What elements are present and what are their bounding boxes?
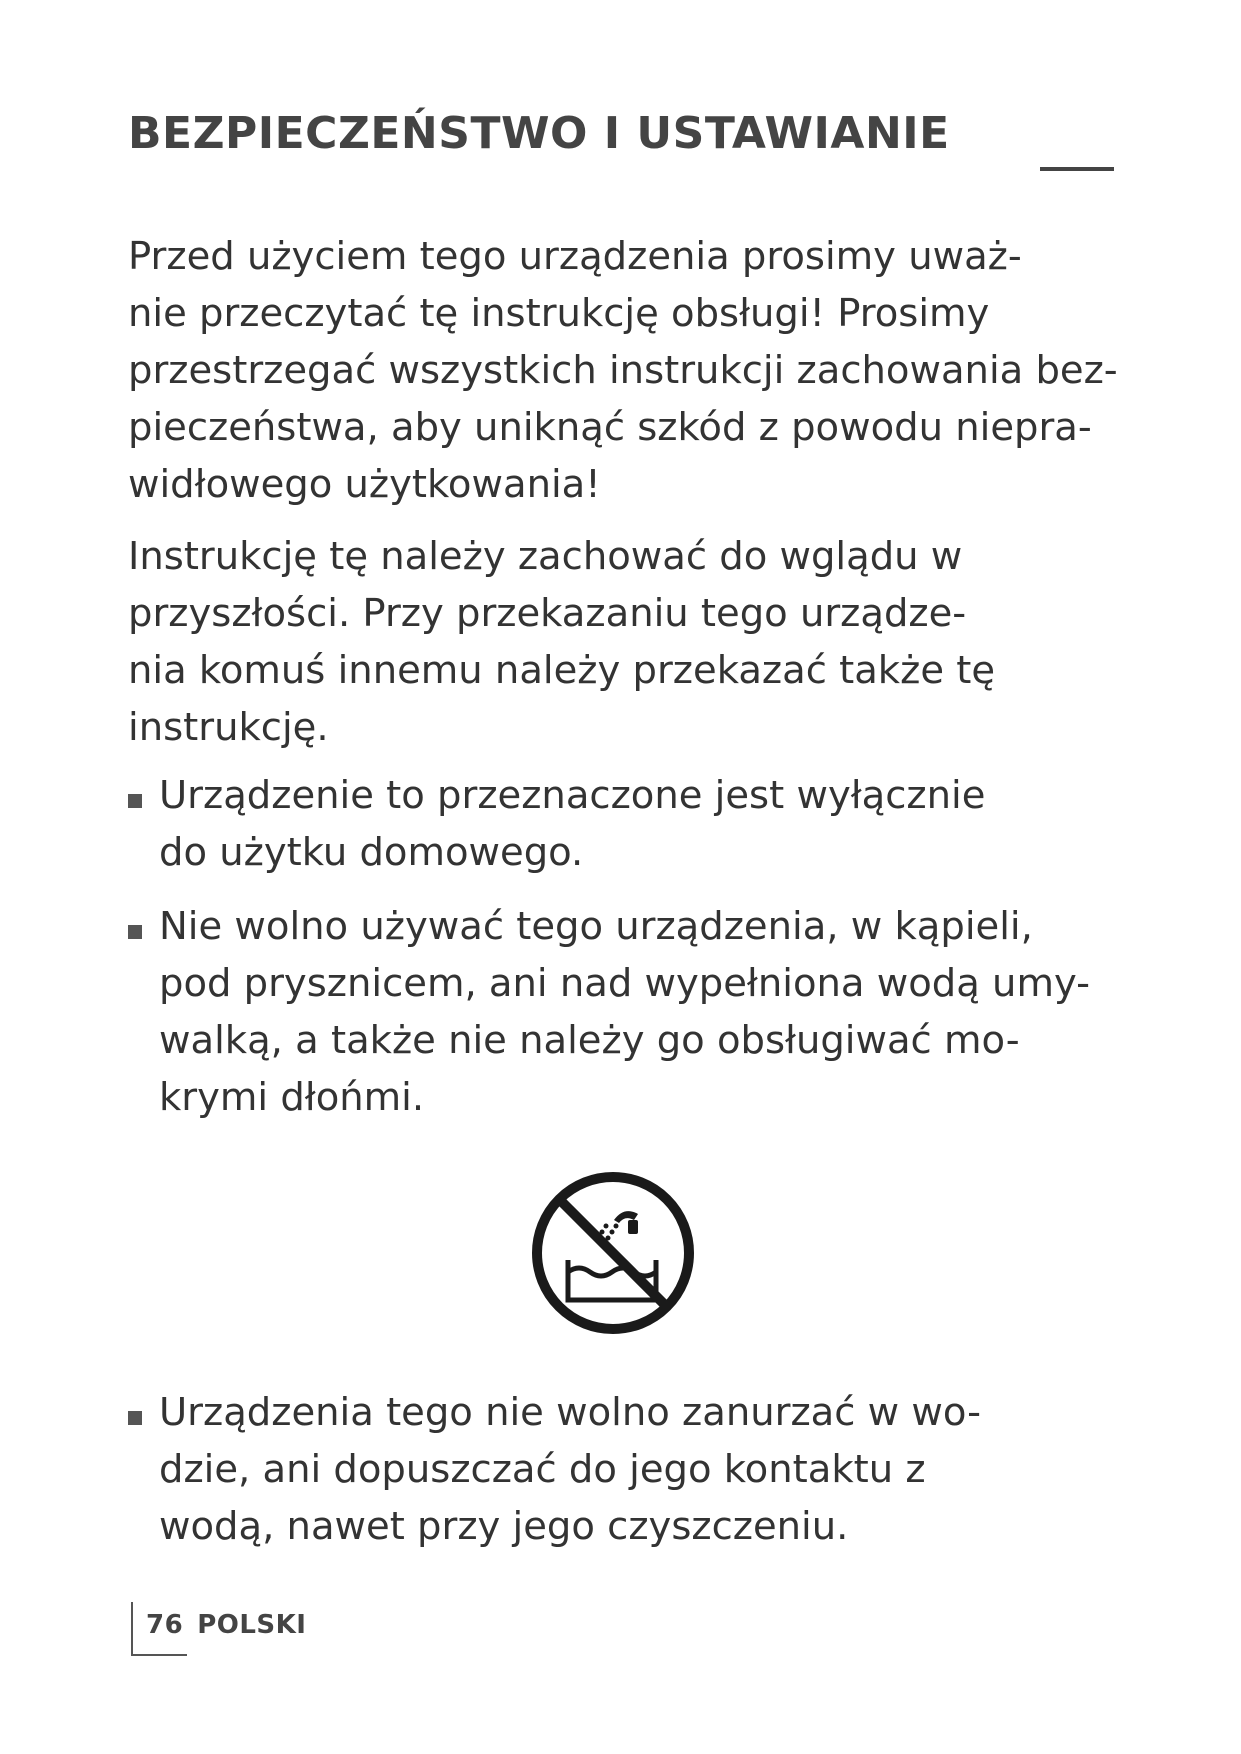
text-line: widłowego użytkowania! xyxy=(128,462,601,507)
text-line: przyszłości. Przy przekazaniu tego urządze- xyxy=(128,591,967,636)
text-line: pod prysznicem, ani nad wypełniona wodą umy- xyxy=(159,961,1090,1006)
text-line: walką, a także nie należy go obsługiwać mo- xyxy=(159,1018,1020,1063)
text-line: do użytku domowego. xyxy=(159,830,584,875)
text-line: Urządzenia tego nie wolno zanurzać w wo- xyxy=(159,1390,982,1435)
text-line: wodą, nawet przy jego czyszczeniu. xyxy=(159,1504,849,1549)
text-line: Instrukcję tę należy zachować do wglądu w xyxy=(128,534,963,579)
heading-underline xyxy=(1040,167,1114,171)
keep-instructions-paragraph xyxy=(128,528,1148,756)
no-water-bath-prohibition-icon xyxy=(528,1168,698,1338)
language-label: POLSKI xyxy=(197,1610,307,1640)
text-line: nie przeczytać tę instrukcję obsługi! Prosimy xyxy=(128,291,990,336)
section-heading: BEZPIECZEŃSTWO I USTAWIANIE xyxy=(128,108,950,159)
bullet-square-icon xyxy=(128,794,142,808)
text-line: nia komuś innemu należy przekazać także tę xyxy=(128,648,996,693)
bullet-text xyxy=(159,767,985,881)
bullet-square-icon xyxy=(128,1411,142,1425)
text-line: krymi dłońmi. xyxy=(159,1075,425,1120)
text-line: Nie wolno używać tego urządzenia, w kąpieli, xyxy=(159,904,1033,949)
text-line: instrukcję. xyxy=(128,705,329,750)
intro-paragraph xyxy=(128,228,1148,513)
page-number: 76 xyxy=(146,1610,184,1640)
text-line: dzie, ani dopuszczać do jego kontaktu z xyxy=(159,1447,926,1492)
text-line: przestrzegać wszystkich instrukcji zachowania bez- xyxy=(128,348,1118,393)
bullet-text xyxy=(159,1384,981,1555)
page-footer xyxy=(146,1610,306,1640)
text-line: Urządzenie to przeznaczone jest wyłącznie xyxy=(159,773,986,818)
text-line: Przed użyciem tego urządzenia prosimy uważ- xyxy=(128,234,1022,279)
bullet-text xyxy=(159,898,1090,1126)
bullet-square-icon xyxy=(128,925,142,939)
text-line: pieczeństwa, aby uniknąć szkód z powodu niepra- xyxy=(128,405,1092,450)
